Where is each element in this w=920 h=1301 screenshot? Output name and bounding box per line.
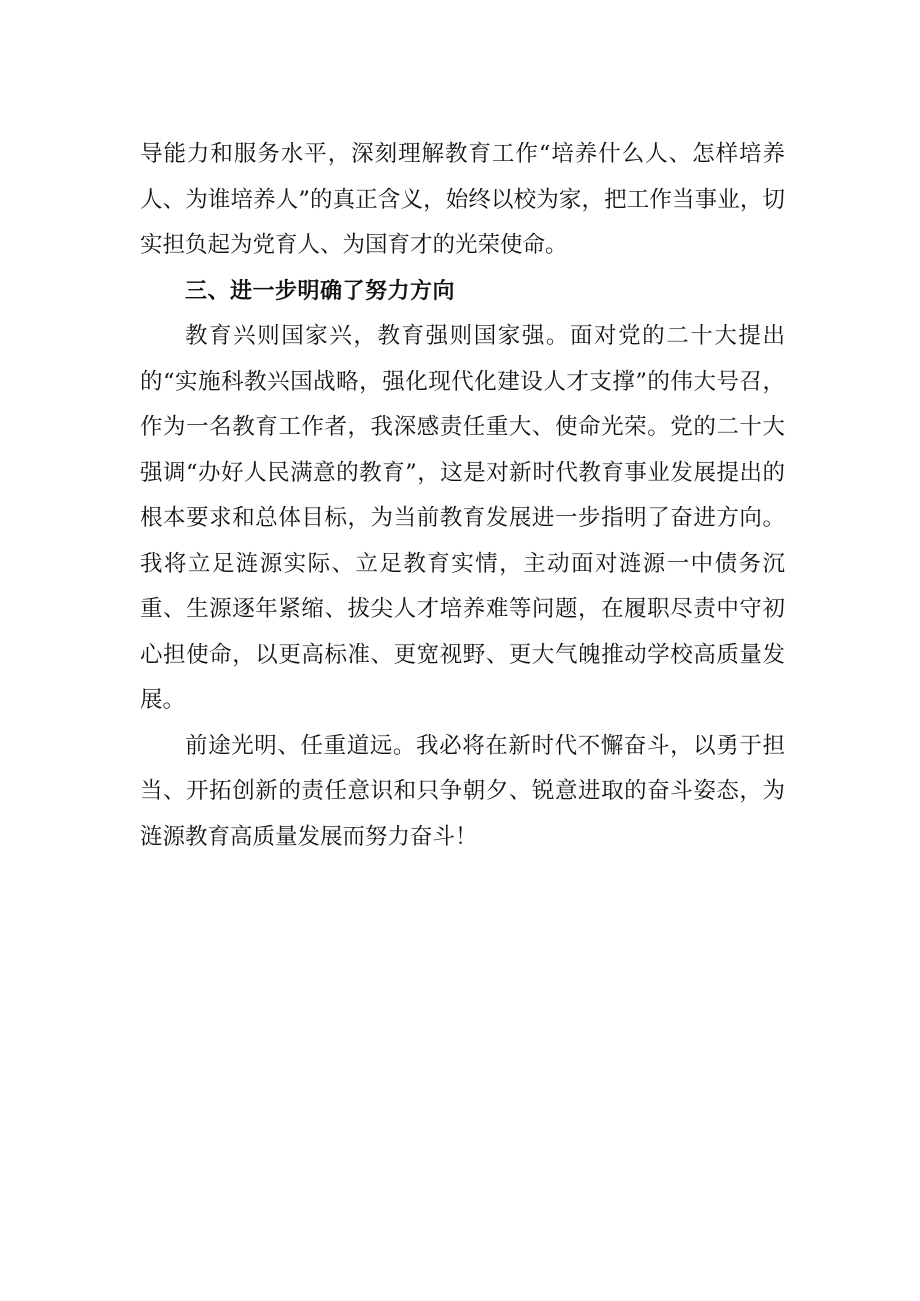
paragraph-direction: 教育兴则国家兴，教育强则国家强。面对党的二十大提出的“实施科教兴国战略，强化现代化建设人才支撑”的伟大号召，作为一名教育工作者，我深感责任重大、使命光荣。党的二十大强调“办好人民满意的教育”，这是对新时代教育事业发展提出的根本要求和总体目标，为当前教育发展进一步指明了奋进方向。我将立足涟源实际、立足教育实情，主动面对涟源一中债务沉重、生源逐年紧缩、拔尖人才培养难等问题，在履职尽责中守初心担使命，以更高标准、更宽视野、更大气魄推动学校高质量发展。	[140, 323, 785, 713]
paragraph-continuation: 导能力和服务水平，深刻理解教育工作“培养什么人、怎样培养人、为谁培养人”的真正含义，始终以校为家，把工作当事业，切实担负起为党育人、为国育才的光荣使命。	[140, 141, 785, 258]
paragraph-conclusion: 前途光明、任重道远。我必将在新时代不懈奋斗，以勇于担当、开拓创新的责任意识和只争朝夕、锐意进取的奋斗姿态，为涟源教育高质量发展而努力奋斗！	[140, 732, 785, 850]
section-heading-3: 三、进一步明确了努力方向	[185, 278, 456, 304]
document-body	[140, 132, 785, 860]
